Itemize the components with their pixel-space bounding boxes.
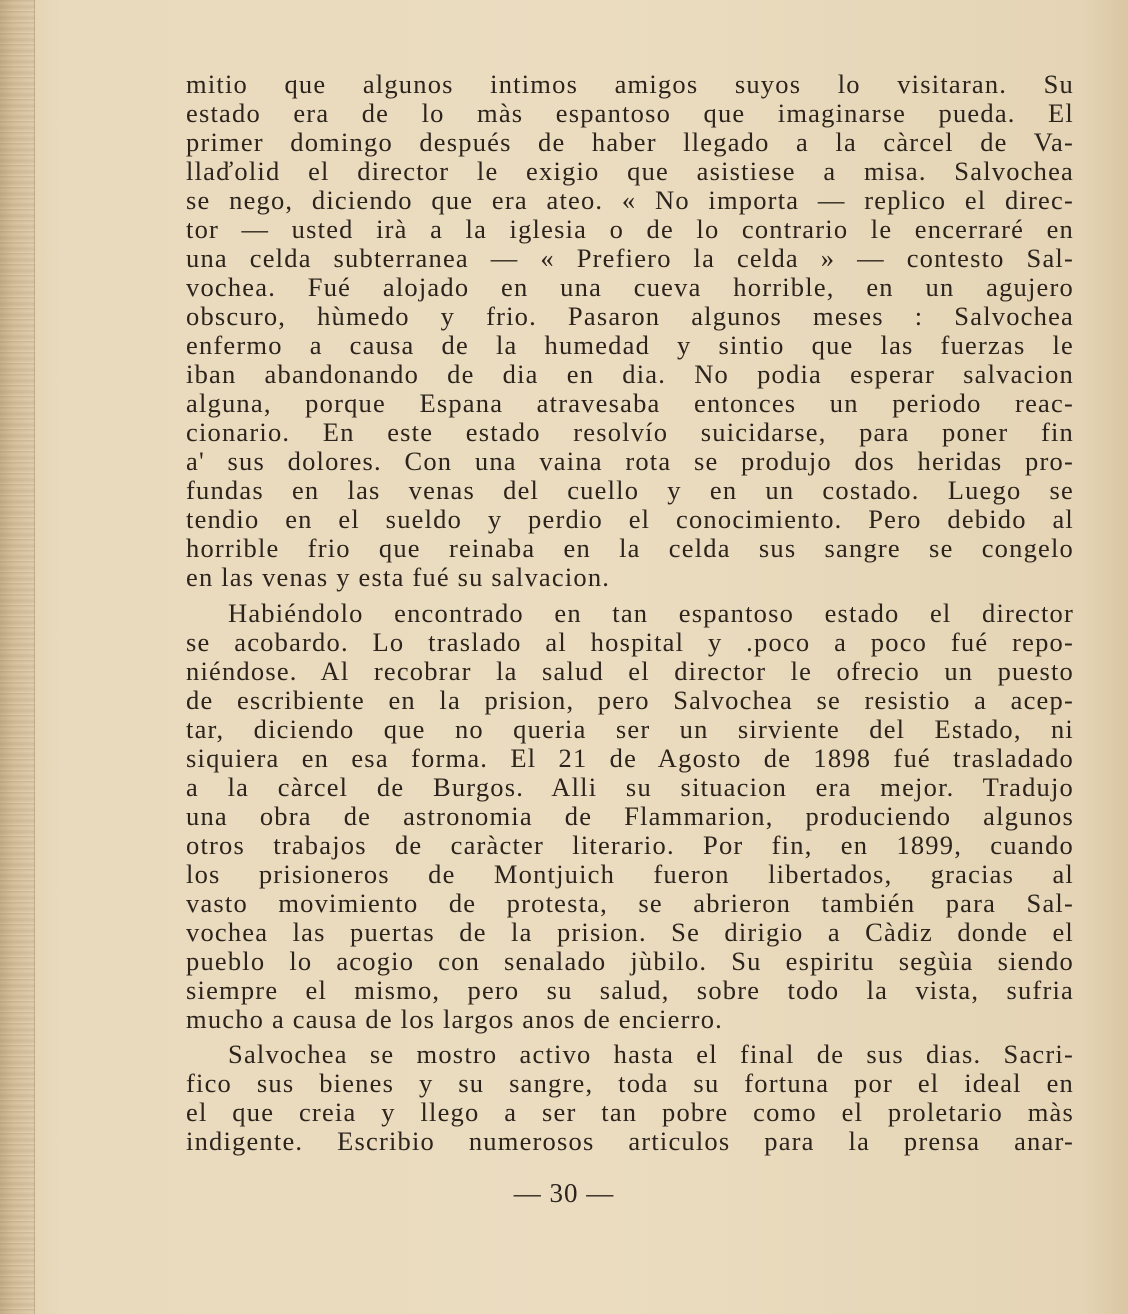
text-line: mitio que algunos intimos amigos suyos lo visitaran. Su — [186, 69, 1074, 99]
text-line: obscuro, hùmedo y frio. Pasaron algunos meses : Salvochea — [186, 301, 1074, 331]
text-line: una obra de astronomia de Flammarion, produciendo algunos — [186, 801, 1074, 831]
text-line: vasto movimiento de protesta, se abrieron también para Sal- — [186, 888, 1074, 918]
text-line: iban abandonando de dia en dia. No podia esperar salvacion — [186, 359, 1074, 389]
book-spine-edge — [0, 0, 35, 1314]
body-text — [186, 70, 1074, 1156]
paragraph-3 — [186, 1040, 1074, 1156]
text-line: a la càrcel de Burgos. Alli su situacion era mejor. Tradujo — [186, 772, 1074, 802]
text-line: se nego, diciendo que era ateo. « No importa — replico el direc- — [186, 185, 1074, 215]
paragraph-2 — [186, 599, 1074, 1034]
paragraph-1 — [186, 70, 1074, 592]
text-line: de escribiente en la prision, pero Salvochea se resistio a acep- — [186, 685, 1074, 715]
text-line: alguna, porque Espana atravesaba entonces un periodo reac- — [186, 388, 1074, 418]
text-line: mucho a causa de los largos anos de encierro. — [186, 1004, 723, 1034]
text-line: los prisioneros de Montjuich fueron libertados, gracias al — [186, 859, 1074, 889]
text-line: se acobardo. Lo traslado al hospital y .poco a poco fué repo- — [186, 627, 1074, 657]
text-line: tendio en el sueldo y perdio el conocimiento. Pero debido al — [186, 504, 1074, 534]
text-line: el que creia y llego a ser tan pobre como el proletario màs — [186, 1097, 1074, 1127]
text-line: otros trabajos de caràcter literario. Por fin, en 1899, cuando — [186, 830, 1074, 860]
text-line: Salvochea se mostro activo hasta el final de sus dias. Sacri- — [228, 1039, 1074, 1069]
text-line: primer domingo después de haber llegado a la càrcel de Va- — [186, 127, 1074, 157]
text-line: tor — usted irà a la iglesia o de lo contrario le encerraré en — [186, 214, 1074, 244]
text-line: llaďolid el director le exigio que asistiese a misa. Salvochea — [186, 156, 1074, 186]
text-line: vochea. Fué alojado en una cueva horrible, en un agujero — [186, 272, 1074, 302]
text-line: en las venas y esta fué su salvacion. — [186, 562, 611, 592]
text-line: indigente. Escribio numerosos articulos para la prensa anar- — [186, 1126, 1074, 1156]
text-line: una celda subterranea — « Prefiero la celda » — contesto Sal- — [186, 243, 1074, 273]
text-line: tar, diciendo que no queria ser un sirviente del Estado, ni — [186, 714, 1074, 744]
page-number: — 30 — — [513, 1178, 615, 1208]
text-line: horrible frio que reinaba en la celda sus sangre se congelo — [186, 533, 1074, 563]
text-line: pueblo lo acogio con senalado jùbilo. Su espiritu segùia siendo — [186, 946, 1074, 976]
text-line: enfermo a causa de la humedad y sintio que las fuerzas le — [186, 330, 1074, 360]
text-line: a' sus dolores. Con una vaina rota se produjo dos heridas pro- — [186, 446, 1074, 476]
text-line: vochea las puertas de la prision. Se dirigio a Càdiz donde el — [186, 917, 1074, 947]
text-line: fico sus bienes y su sangre, toda su fortuna por el ideal en — [186, 1068, 1074, 1098]
text-line: Habiéndolo encontrado en tan espantoso estado el director — [228, 598, 1074, 628]
text-line: siempre el mismo, pero su salud, sobre todo la vista, sufria — [186, 975, 1074, 1005]
text-line: niéndose. Al recobrar la salud el director le ofrecio un puesto — [186, 656, 1074, 686]
text-line: estado era de lo màs espantoso que imaginarse pueda. El — [186, 98, 1074, 128]
text-line: fundas en las venas del cuello y en un costado. Luego se — [186, 475, 1074, 505]
text-line: cionario. En este estado resolvío suicidarse, para poner fin — [186, 417, 1074, 447]
text-line: siquiera en esa forma. El 21 de Agosto de 1898 fué trasladado — [186, 743, 1074, 773]
